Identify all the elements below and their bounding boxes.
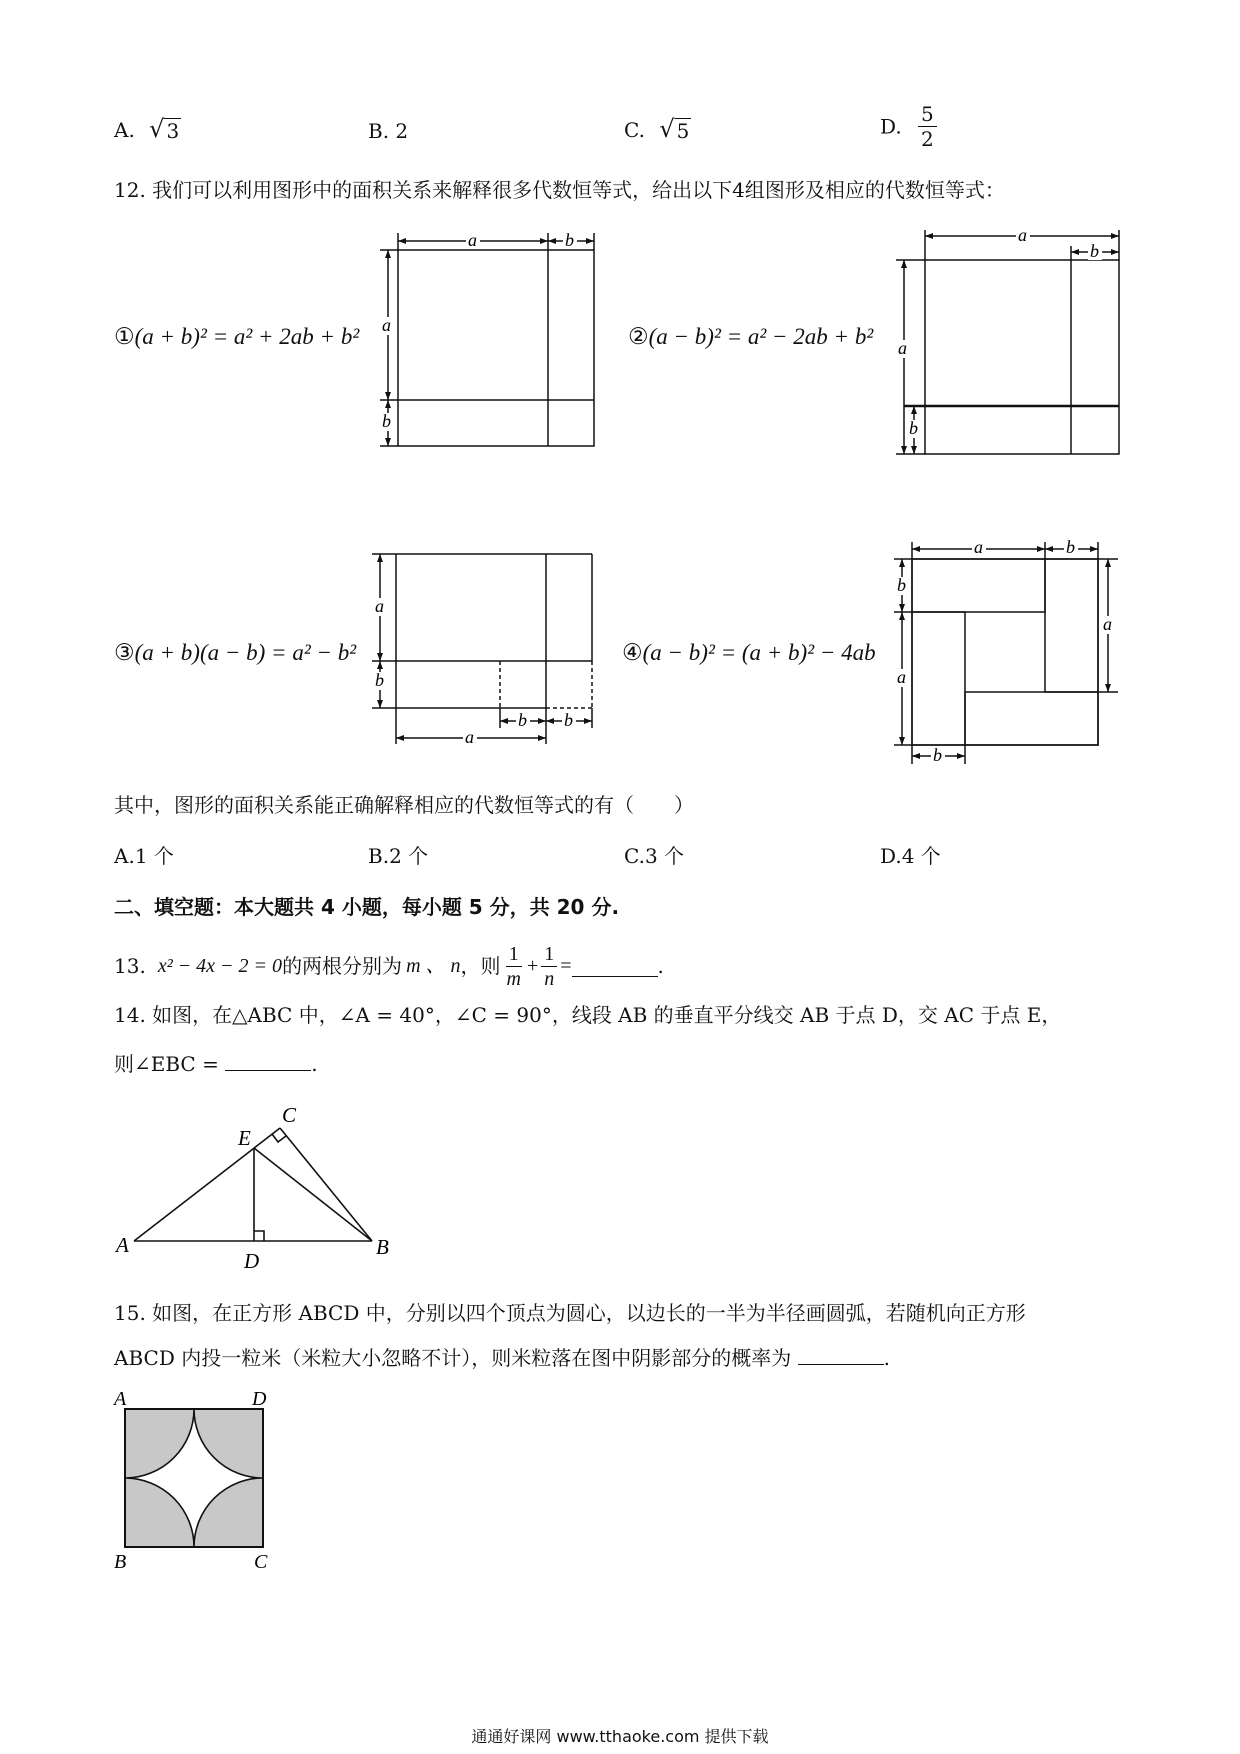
fig3-label-b-left: b: [375, 670, 384, 690]
q15-end: .: [883, 1346, 890, 1370]
q14-line-1: 14. 如图，在△ABC 中，∠A = 40°，∠C = 90°，线段 AB 的垂直平分线交 AB 于点 D，交 AC 于点 E，: [114, 1003, 1062, 1027]
q12-figure-2: [886, 222, 1136, 462]
point-label-b: B: [376, 1235, 389, 1259]
q12-option-d: [880, 843, 941, 869]
point-label-c: C: [282, 1103, 297, 1127]
q11-option-d-fraction: [918, 102, 937, 151]
fig2-label-a-left: a: [898, 338, 907, 358]
fig3-label-a-bottom: a: [465, 727, 474, 747]
q15-line-2: [114, 1344, 890, 1371]
q12-identity-1-text: (a + b)² = a² + 2ab + b²: [134, 324, 360, 349]
q11-option-b-label: B.: [368, 119, 390, 143]
q12-stem: 12. 我们可以利用图形中的面积关系来解释很多代数恒等式，给出以下4组图形及相应的代数恒等式：: [114, 178, 1005, 202]
q13-number: 13.: [114, 954, 146, 978]
q11-option-c: [624, 116, 691, 143]
q12-figure-3: [362, 548, 602, 748]
q15-answer-blank[interactable]: [798, 1344, 884, 1365]
fig4-label-b-left: b: [897, 575, 906, 595]
right-angle-mark-d: [254, 1231, 264, 1241]
point-label-d: D: [244, 1249, 260, 1272]
q13-frac1-num: 1: [506, 942, 522, 967]
fig4-label-a-top: a: [974, 537, 983, 557]
q12-identity-4-text: (a − b)² = (a + b)² − 4ab: [642, 640, 876, 665]
fig1-label-a-top: a: [468, 230, 477, 250]
q14-answer-blank[interactable]: [225, 1050, 311, 1071]
q13-roots: m 、 n: [406, 955, 461, 977]
q12-option-d-label: D.: [880, 844, 902, 868]
q14-line-2-prefix: 则∠EBC =: [114, 1052, 219, 1076]
q11-option-b-value: 2: [395, 119, 409, 143]
fig4-rect-right: [1045, 559, 1098, 692]
fig3-label-a-left: a: [375, 596, 384, 616]
q12-option-c-label: C.: [624, 844, 645, 868]
q12-option-c: [624, 843, 684, 869]
q12-identity-4: [622, 640, 876, 666]
q13-text-then: ，则: [460, 954, 501, 978]
fig1-outer-square: [398, 250, 594, 446]
fig1-label-b-top: b: [565, 230, 574, 250]
point-label-a: A: [114, 1388, 127, 1410]
q12-marker-2: ②: [628, 324, 649, 349]
q11-option-b: [368, 118, 408, 144]
q13-end: .: [657, 954, 664, 978]
q12-option-a: [114, 843, 174, 869]
q11-option-c-label: C.: [624, 118, 645, 142]
fig4-outer-square: [912, 559, 1098, 745]
q11-option-d-label: D.: [880, 114, 902, 139]
q13-plus: +: [526, 955, 539, 977]
fig2-label-b-left: b: [909, 418, 918, 438]
point-label-a: A: [116, 1233, 129, 1257]
q13-fraction-2: [541, 942, 557, 991]
q12-option-a-text: 1 个: [134, 844, 174, 868]
fig1-label-a-left: a: [382, 315, 391, 335]
segment-cb: [280, 1128, 372, 1241]
fig2-label-b-top: b: [1090, 241, 1099, 261]
fig3-label-b-bottom-1: b: [518, 710, 527, 730]
q15-square-figure: [110, 1385, 290, 1575]
q11-option-c-radicand: 5: [676, 119, 690, 143]
sqrt-symbol: √ 5: [659, 115, 690, 143]
q12-marker-1: ①: [114, 324, 135, 349]
segment-eb: [254, 1148, 372, 1241]
q12-option-b-label: B.: [368, 844, 390, 868]
q13-answer-blank[interactable]: [572, 956, 658, 977]
q12-identity-3: [114, 640, 356, 666]
sqrt-symbol: √ 3: [149, 115, 180, 143]
q12-option-b-text: 2 个: [389, 844, 429, 868]
q12-option-b: [368, 843, 428, 869]
fig1-label-b-left: b: [382, 411, 391, 431]
fig4-label-a-right: a: [1103, 614, 1112, 634]
point-label-d: D: [252, 1388, 267, 1410]
fig2-label-a-top: a: [1018, 225, 1027, 245]
fig4-label-b-top: b: [1066, 537, 1075, 557]
q12-question: 其中，图形的面积关系能正确解释相应的代数恒等式的有（ ）: [114, 793, 694, 817]
q15-line-2-prefix: ABCD 内投一粒米（米粒大小忽略不计），则米粒落在图中阴影部分的概率为: [114, 1346, 792, 1370]
q12-figure-1: [370, 225, 610, 455]
fig4-label-a-left: a: [897, 667, 906, 687]
q14-line-2: [114, 1050, 318, 1077]
q13-equals: =: [560, 955, 572, 977]
q13-line: [114, 938, 664, 994]
q11-option-d-denominator: 2: [921, 127, 934, 151]
point-label-c: C: [254, 1551, 268, 1573]
point-label-e: E: [238, 1126, 251, 1150]
q11-option-a-radicand: 3: [166, 119, 180, 143]
q13-equation: x² − 4x − 2 = 0: [157, 955, 283, 977]
q12-identity-1: [114, 324, 359, 350]
page-footer: 通通好课网 www.tthaoke.com 提供下载: [471, 1727, 769, 1746]
q13-fraction-1: [504, 942, 524, 991]
q12-marker-4: ④: [622, 640, 643, 665]
q11-option-d: [880, 102, 940, 151]
q12-option-c-text: 3 个: [644, 844, 685, 868]
q13-frac1-den: m: [506, 967, 521, 990]
q14-triangle-figure: [110, 1100, 410, 1272]
fig4-rect-left: [912, 612, 965, 745]
q13-frac2-num: 1: [541, 942, 557, 967]
q13-frac2-den: n: [544, 967, 555, 990]
fig4-rect-bottom: [965, 692, 1098, 745]
q11-option-d-numerator: 5: [918, 102, 937, 127]
q15-line-1: 15. 如图，在正方形 ABCD 中，分别以四个顶点为圆心，以边长的一半为半径画圆弧，若随机向正方形: [114, 1301, 1026, 1325]
q11-option-a-label: A.: [114, 118, 135, 142]
q12-identity-2: [628, 324, 873, 350]
q12-identity-2-text: (a − b)² = a² − 2ab + b²: [648, 324, 874, 349]
section-2-heading: 二、填空题：本大题共 4 小题，每小题 5 分，共 20 分.: [114, 895, 620, 919]
q11-option-a: [114, 116, 181, 143]
q12-marker-3: ③: [114, 640, 135, 665]
q12-option-d-text: 4 个: [901, 844, 941, 868]
q12-figure-4: [884, 534, 1134, 766]
fig3-label-b-bottom-2: b: [564, 710, 573, 730]
fig4-rect-top: [912, 559, 1045, 612]
q14-end: .: [311, 1052, 318, 1076]
q12-identity-3-text: (a + b)(a − b) = a² − b²: [134, 640, 357, 665]
fig4-label-b-bottom: b: [933, 745, 942, 765]
q12-option-a-label: A.: [114, 844, 135, 868]
point-label-b: B: [114, 1551, 127, 1573]
right-angle-mark-c: [272, 1134, 286, 1142]
segment-ac: [134, 1128, 280, 1241]
q13-text-mid: 的两根分别为: [282, 954, 403, 978]
fig2-outer-square: [925, 260, 1119, 454]
